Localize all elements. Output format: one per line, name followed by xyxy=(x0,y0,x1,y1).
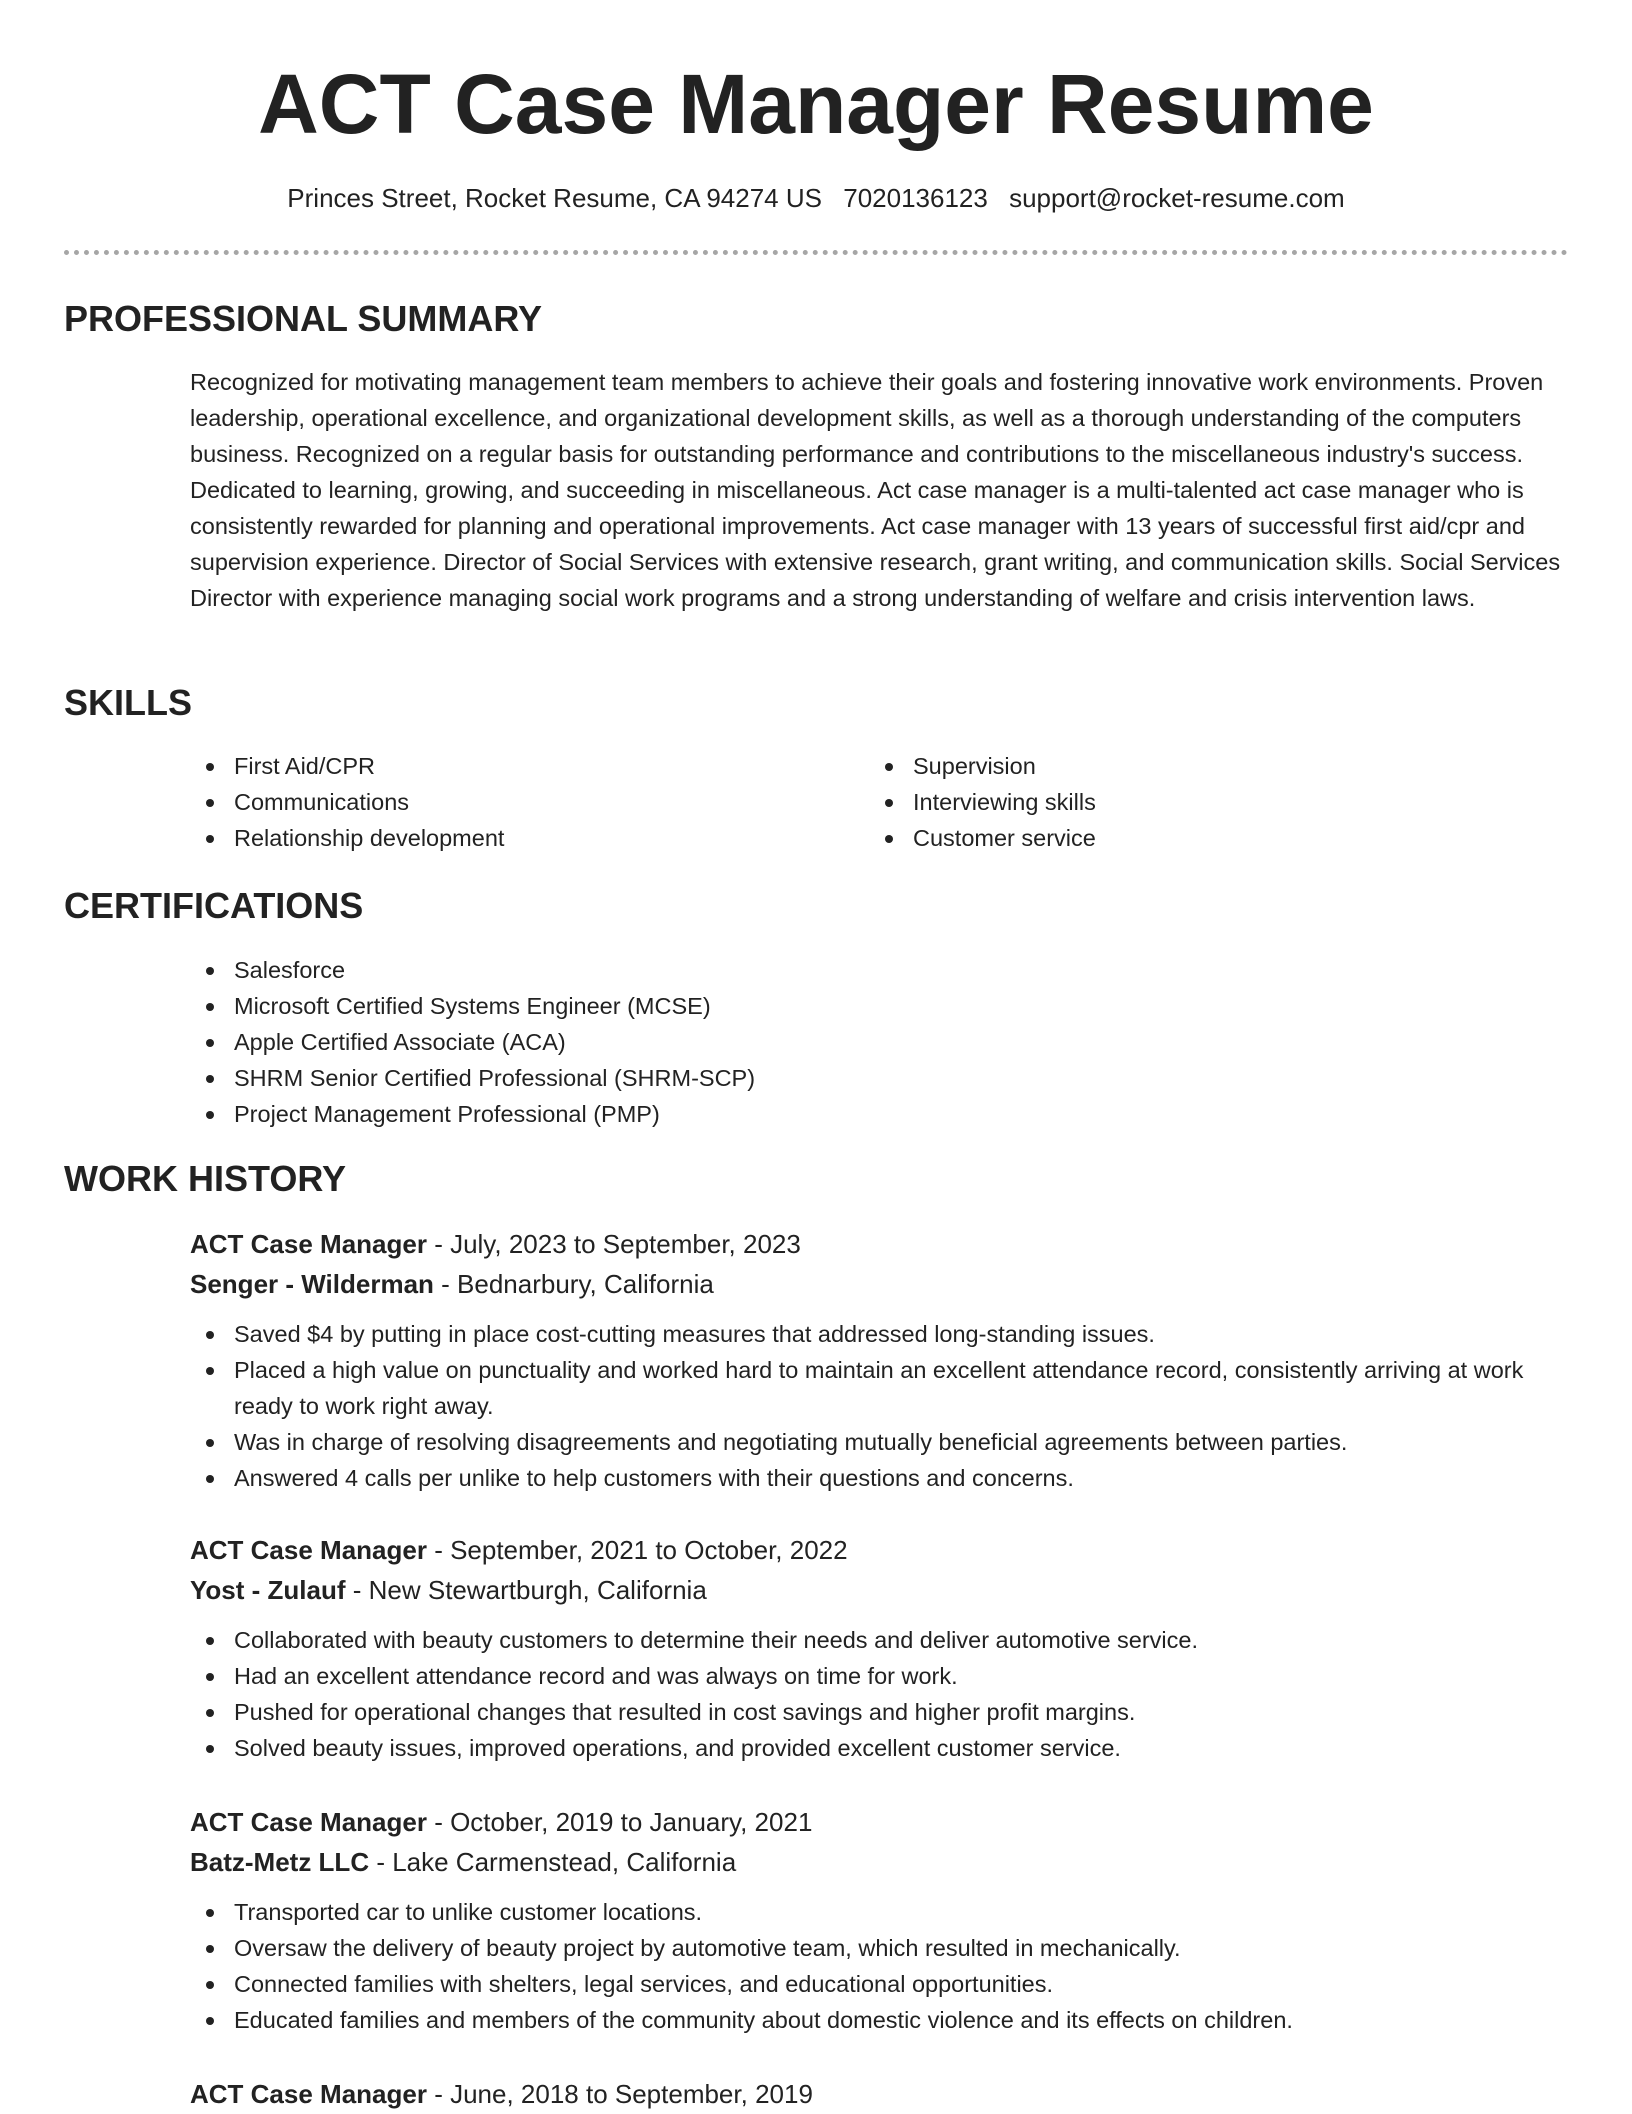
job-title-line xyxy=(190,1224,1570,1264)
skill-item: First Aid/CPR xyxy=(190,748,850,784)
certifications-heading: CERTIFICATIONS xyxy=(64,885,364,926)
certification-item: Microsoft Certified Systems Engineer (MCSE) xyxy=(190,988,1490,1024)
job-company: Batz-Metz LLC xyxy=(190,1847,370,1877)
job-entry xyxy=(190,1802,1570,2038)
certification-item: Project Management Professional (PMP) xyxy=(190,1096,1490,1132)
job-duty: Collaborated with beauty customers to determine their needs and deliver automotive service. xyxy=(190,1622,1570,1658)
contact-address: Princes Street, Rocket Resume, CA 94274 US xyxy=(287,183,822,213)
skill-item: Customer service xyxy=(869,820,1529,856)
job-title: ACT Case Manager xyxy=(190,1807,427,1837)
skill-item: Relationship development xyxy=(190,820,850,856)
job-company-line xyxy=(190,1570,1570,1610)
skills-list-right xyxy=(869,748,1529,856)
skill-item: Supervision xyxy=(869,748,1529,784)
certification-item: SHRM Senior Certified Professional (SHRM-SCP) xyxy=(190,1060,1490,1096)
job-title-line xyxy=(190,2074,1570,2114)
job-duties-list xyxy=(190,1894,1570,2038)
contact-line xyxy=(0,180,1632,216)
certification-item: Salesforce xyxy=(190,952,1490,988)
job-entry xyxy=(190,1224,1570,1496)
job-duty: Transported car to unlike customer locations. xyxy=(190,1894,1570,1930)
job-dates: - October, 2019 to January, 2021 xyxy=(426,1807,813,1837)
job-duty: Pushed for operational changes that resulted in cost savings and higher profit margins. xyxy=(190,1694,1570,1730)
job-entry xyxy=(190,2074,1570,2114)
job-duty: Saved $4 by putting in place cost-cutting measures that addressed long-standing issues. xyxy=(190,1316,1570,1352)
job-title: ACT Case Manager xyxy=(190,1229,427,1259)
job-location: - Bednarbury, California xyxy=(433,1269,714,1299)
job-duty: Answered 4 calls per unlike to help customers with their questions and concerns. xyxy=(190,1460,1570,1496)
job-duties-list xyxy=(190,1622,1570,1766)
job-title-line xyxy=(190,1802,1570,1842)
job-duty: Was in charge of resolving disagreements and negotiating mutually beneficial agreements between parties. xyxy=(190,1424,1570,1460)
skill-item: Communications xyxy=(190,784,850,820)
job-company: Senger - Wilderman xyxy=(190,1269,434,1299)
job-dates: - June, 2018 to September, 2019 xyxy=(426,2079,813,2109)
contact-phone: 7020136123 xyxy=(843,183,988,213)
summary-heading: PROFESSIONAL SUMMARY xyxy=(64,298,543,339)
job-dates: - July, 2023 to September, 2023 xyxy=(426,1229,801,1259)
contact-email: support@rocket-resume.com xyxy=(1009,183,1345,213)
job-title: ACT Case Manager xyxy=(190,2079,427,2109)
job-location: - New Stewartburgh, California xyxy=(345,1575,707,1605)
skills-heading: SKILLS xyxy=(64,682,193,723)
summary-text: Recognized for motivating management team members to achieve their goals and fostering innovative work environments. Proven leadership, operational excellence, and organizational development skills, as well as a thorough understanding of the computers business. Recognized on a regular basis for outstanding performance and contributions to the miscellaneous industry's success. Dedicated to learning, growing, and succeeding in miscellaneous. Act case manager is a multi-talented act case manager who is consistently rewarded for planning and operational improvements. Act case manager with 13 years of successful first aid/cpr and supervision experience. Director of Social Services with extensive research, grant writing, and communication skills. Social Services Director with experience managing social work programs and a strong understanding of welfare and crisis intervention laws. xyxy=(190,369,1561,611)
skills-list-left xyxy=(190,748,850,856)
job-company-line xyxy=(190,1264,1570,1304)
job-title-line xyxy=(190,1530,1570,1570)
job-duty: Placed a high value on punctuality and worked hard to maintain an excellent attendance record, consistently arriving at work ready to work right away. xyxy=(190,1352,1570,1424)
job-duties-list xyxy=(190,1316,1570,1496)
job-duty: Solved beauty issues, improved operations, and provided excellent customer service. xyxy=(190,1730,1570,1766)
job-duty: Oversaw the delivery of beauty project by automotive team, which resulted in mechanically. xyxy=(190,1930,1570,1966)
job-dates: - September, 2021 to October, 2022 xyxy=(426,1535,848,1565)
resume-title: ACT Case Manager Resume xyxy=(258,57,1374,151)
header-divider xyxy=(64,250,1568,255)
skill-item: Interviewing skills xyxy=(869,784,1529,820)
job-duty: Connected families with shelters, legal services, and educational opportunities. xyxy=(190,1966,1570,2002)
job-company: Yost - Zulauf xyxy=(190,1575,346,1605)
work-history-heading: WORK HISTORY xyxy=(64,1158,347,1199)
job-company-line xyxy=(190,1842,1570,1882)
job-duty: Educated families and members of the community about domestic violence and its effects on children. xyxy=(190,2002,1570,2038)
job-entry xyxy=(190,1530,1570,1766)
job-location: - Lake Carmenstead, California xyxy=(369,1847,737,1877)
certifications-list xyxy=(190,952,1490,1132)
certification-item: Apple Certified Associate (ACA) xyxy=(190,1024,1490,1060)
job-title: ACT Case Manager xyxy=(190,1535,427,1565)
job-duty: Had an excellent attendance record and was always on time for work. xyxy=(190,1658,1570,1694)
